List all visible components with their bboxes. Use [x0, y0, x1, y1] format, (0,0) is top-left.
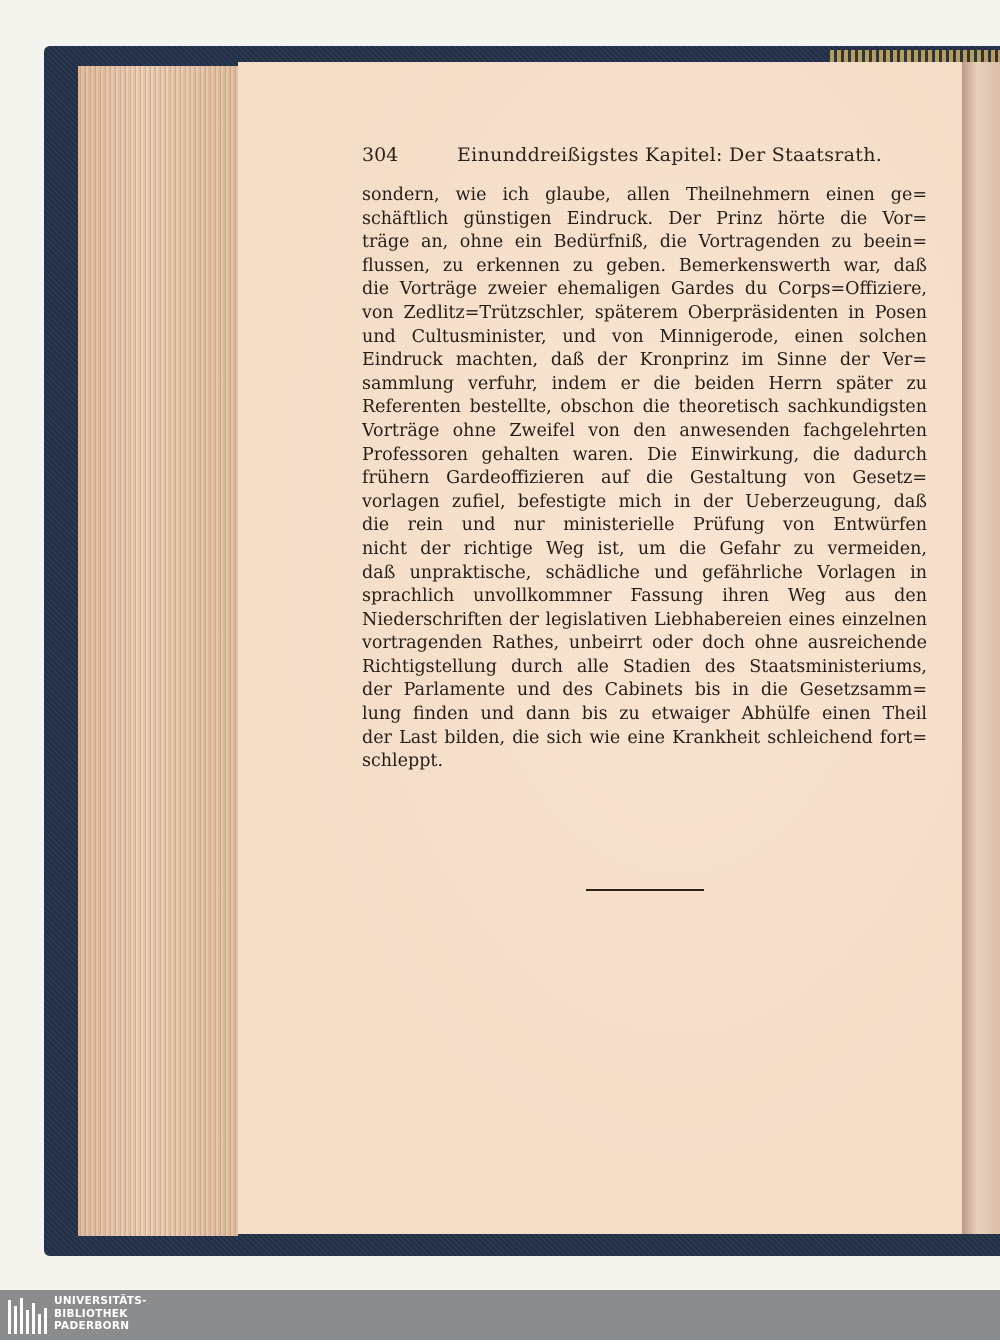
text-line: und Cultusminister, und von Minnigerode, einen solchen: [362, 326, 927, 347]
text-line: nicht der richtige Weg ist, um die Gefahr zu vermeiden,: [362, 538, 927, 559]
text-line: lung finden und dann bis zu etwaiger Abhülfe einen Theil: [362, 704, 927, 725]
text-line: sondern, wie ich glaube, allen Theilnehmern einen ge=: [362, 185, 927, 205]
text-line: schäftlich günstigen Eindruck. Der Prinz hörte die Vor=: [362, 208, 927, 229]
page-edges: [78, 66, 238, 1236]
page-header: [362, 144, 927, 172]
text-line: vortragenden Rathes, unbeirrt oder doch ohne ausreichende: [362, 633, 927, 654]
text-line: Richtigstellung durch alle Stadien des Staatsministeriums,: [362, 656, 927, 677]
library-name-line: BIBLIOTHEK: [54, 1307, 128, 1320]
text-line: der Last bilden, die sich wie eine Krankheit schleichend fort=: [362, 727, 927, 748]
page-number: 304: [362, 144, 399, 166]
body-text: [362, 184, 927, 774]
text-line: sammlung verfuhr, indem er die beiden Herrn später zu: [362, 373, 927, 394]
section-end-rule: [586, 889, 704, 891]
text-line: von Zedlitz=Trützschler, späterem Oberpräsidenten in Posen: [362, 302, 927, 323]
text-line: daß unpraktische, schädliche und gefährliche Vorlagen in: [362, 562, 927, 583]
library-footer-bar: [0, 1290, 1000, 1340]
library-logo-icon: [6, 1294, 48, 1336]
text-line: Referenten bestellte, obschon die theoretisch sachkundigsten: [362, 397, 927, 418]
book-gutter: [962, 62, 1000, 1234]
text-line: Professoren gehalten waren. Die Einwirkung, die dadurch: [362, 444, 927, 465]
text-line: die Vorträge zweier ehemaligen Gardes du Corps=Offiziere,: [362, 279, 927, 300]
running-head: Einunddreißigstes Kapitel: Der Staatsrath.: [457, 144, 883, 166]
text-line: der Parlamente und des Cabinets bis in die Gesetzsamm=: [362, 680, 927, 701]
text-line: Eindruck machten, daß der Kronprinz im Sinne der Ver=: [362, 350, 927, 371]
text-line: vorlagen zufiel, befestigte mich in der Ueberzeugung, daß: [362, 491, 927, 512]
text-line: Vorträge ohne Zweifel von den anwesenden fachgelehrten: [362, 420, 927, 441]
text-line: frühern Gardeoffizieren auf die Gestaltung von Gesetz=: [362, 468, 927, 489]
text-line: sprachlich unvollkommner Fassung ihren Weg aus den: [362, 586, 927, 607]
text-line: schleppt.: [362, 751, 444, 772]
text-line: die rein und nur ministerielle Prüfung von Entwürfen: [362, 515, 927, 536]
library-name-line: UNIVERSITÄTS-: [54, 1295, 147, 1307]
library-name: [54, 1295, 147, 1333]
text-line: flussen, zu erkennen zu geben. Bemerkenswerth war, daß: [362, 255, 927, 276]
text-line: träge an, ohne ein Bedürfniß, die Vortragenden zu beein=: [362, 232, 927, 253]
library-name-line: PADERBORN: [54, 1320, 130, 1332]
text-line: Niederschriften der legislativen Liebhabereien eines einzelnen: [362, 609, 927, 630]
